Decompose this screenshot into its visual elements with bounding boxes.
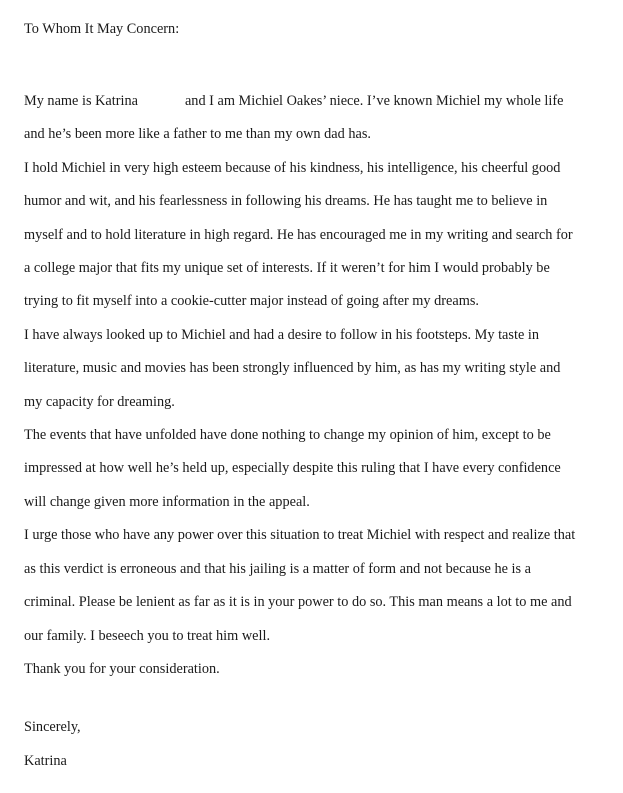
text-line: I hold Michiel in very high esteem because of his kindness, his intelligence, his cheerful good [24,159,561,176]
text-line: as this verdict is erroneous and that his jailing is a matter of form and not because he is a [24,560,532,577]
text-line: myself and to hold literature in high regard. He has encouraged me in my writing and search for [24,226,573,243]
text-line: impressed at how well he’s held up, especially despite this ruling that I have every confidence [24,460,561,477]
text-line: will change given more information in the appeal. [24,493,310,510]
text-line: Thank you for your consideration. [24,660,220,677]
paragraph-esteem [24,152,616,319]
text-line: literature, music and movies has been strongly influenced by him, as has my writing style and [24,360,561,377]
letter-body [24,85,616,686]
paragraph-thanks [24,653,616,686]
intro-name-text: My name is Katrina [24,93,138,109]
paragraph-appeal [24,519,616,653]
text-line: I have always looked up to Michiel and had a desire to follow in his footsteps. My taste in [24,326,539,343]
text-line: criminal. Please be lenient as far as it is in your power to do so. This man means a lot to me and [24,594,572,611]
text-line: I urge those who have any power over this situation to treat Michiel with respect and realize that [24,527,576,544]
text-line [24,85,616,118]
text-line: our family. I beseech you to treat him well. [24,627,271,644]
text-line: a college major that fits my unique set of interests. If it weren’t for him I would probably be [24,260,550,277]
closing: Sincerely, [24,719,81,735]
paragraph-influence [24,319,616,419]
paragraph-introduction [24,85,616,152]
text-line: The events that have unfolded have done nothing to change my opinion of him, except to be [24,427,551,444]
intro-relation-text: and I am Michiel Oakes’ niece. I’ve known Michiel my whole life [184,93,564,109]
signature-name: Katrina [24,753,67,769]
text-line: and he’s been more like a father to me than my own dad has. [24,126,371,143]
paragraph-events [24,419,616,519]
salutation: To Whom It May Concern: [24,21,180,37]
text-line: my capacity for dreaming. [24,393,175,410]
text-line: trying to fit myself into a cookie-cutter major instead of going after my dreams. [24,293,479,310]
text-line: humor and wit, and his fearlessness in following his dreams. He has taught me to believe in [24,193,548,210]
